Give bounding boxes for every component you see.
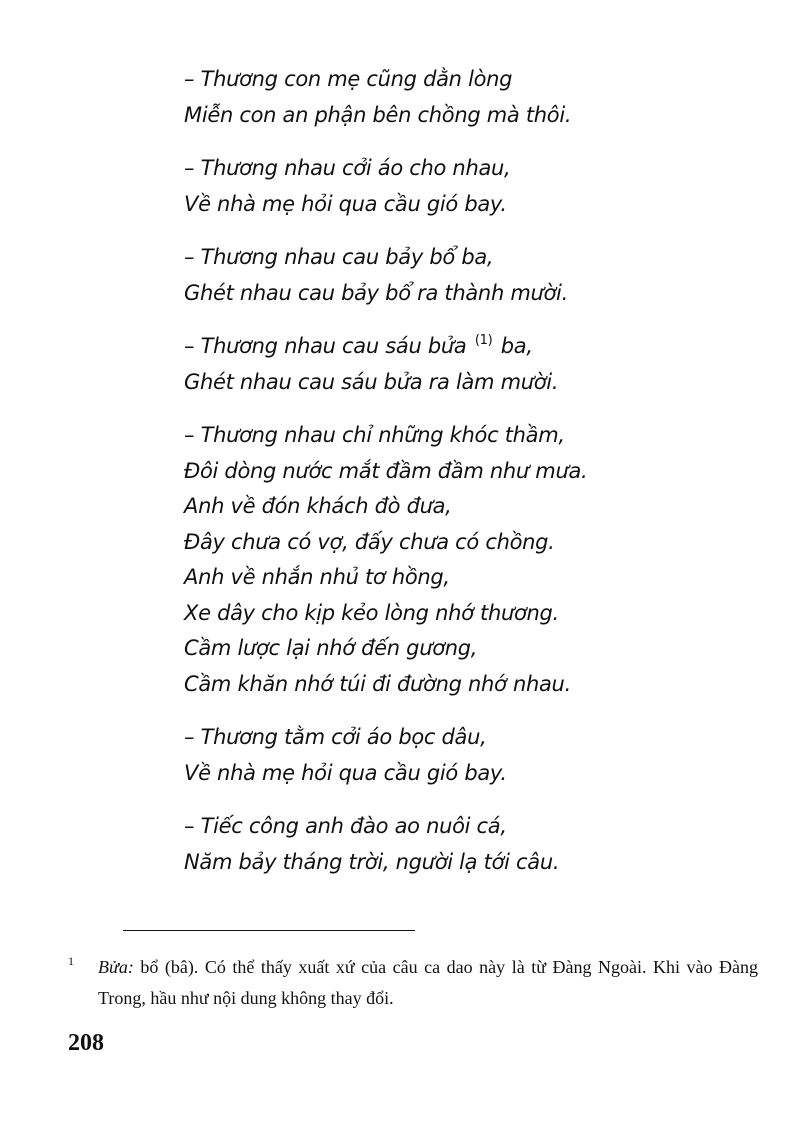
poem-line: – Thương tằm cởi áo bọc dâu, (184, 725, 487, 749)
page-number: 208 (68, 1030, 104, 1056)
poem-line: Cầm khăn nhớ túi đi đường nhớ nhau. (184, 671, 571, 696)
poem-line: Năm bảy tháng trời, người lạ tới câu. (184, 849, 560, 874)
poem-line: Về nhà mẹ hỏi qua cầu gió bay. (184, 760, 507, 785)
poem-line-text: ba, (500, 334, 533, 358)
poem-line: Đây chưa có vợ, đấy chưa có chồng. (184, 529, 555, 554)
poem-line: Đôi dòng nước mắt đầm đầm như mưa. (184, 458, 588, 483)
footnote-divider (123, 930, 415, 931)
footnote-body (98, 952, 758, 1014)
stanza (184, 240, 764, 311)
poem-line: – Thương con mẹ cũng dằn lòng (184, 67, 513, 91)
footnote-text: bổ (bâ). Có thể thấy xuất xứ của câu ca dao này là từ Đàng Ngoài. Khi vào Đàng Trong, hầu như nội dung không thay đổi. (98, 957, 759, 1008)
poem (184, 62, 764, 898)
poem-line: – Tiếc công anh đào ao nuôi cá, (184, 814, 507, 838)
footnote (68, 952, 758, 1014)
poem-line: – Thương nhau chỉ những khóc thầm, (184, 423, 565, 447)
poem-line-text: – Thương nhau cau sáu bửa (184, 334, 467, 358)
poem-line-with-footnote (184, 329, 764, 365)
poem-line: Miễn con an phận bên chồng mà thôi. (184, 102, 572, 127)
poem-line: – Thương nhau cau bảy bổ ba, (184, 245, 494, 269)
poem-line: Về nhà mẹ hỏi qua cầu gió bay. (184, 191, 507, 216)
poem-line: – Thương nhau cởi áo cho nhau, (184, 156, 511, 180)
footnote-reference: (1) (474, 333, 493, 348)
poem-line: Ghét nhau cau sáu bửa ra làm mười. (184, 369, 559, 394)
stanza (184, 151, 764, 222)
stanza (184, 418, 764, 702)
footnote-number: 1 (68, 954, 74, 968)
poem-line: Cầm lược lại nhớ đến gương, (184, 636, 478, 660)
stanza (184, 329, 764, 400)
poem-line: Ghét nhau cau bảy bổ ra thành mười. (184, 280, 568, 305)
stanza (184, 62, 764, 133)
stanza (184, 720, 764, 791)
poem-line: Anh về nhắn nhủ tơ hồng, (184, 565, 450, 589)
poem-line: Anh về đón khách đò đưa, (184, 494, 452, 518)
poem-line: Xe dây cho kịp kẻo lòng nhớ thương. (184, 600, 559, 625)
footnote-term: Bửa: (98, 957, 134, 977)
stanza (184, 809, 764, 880)
